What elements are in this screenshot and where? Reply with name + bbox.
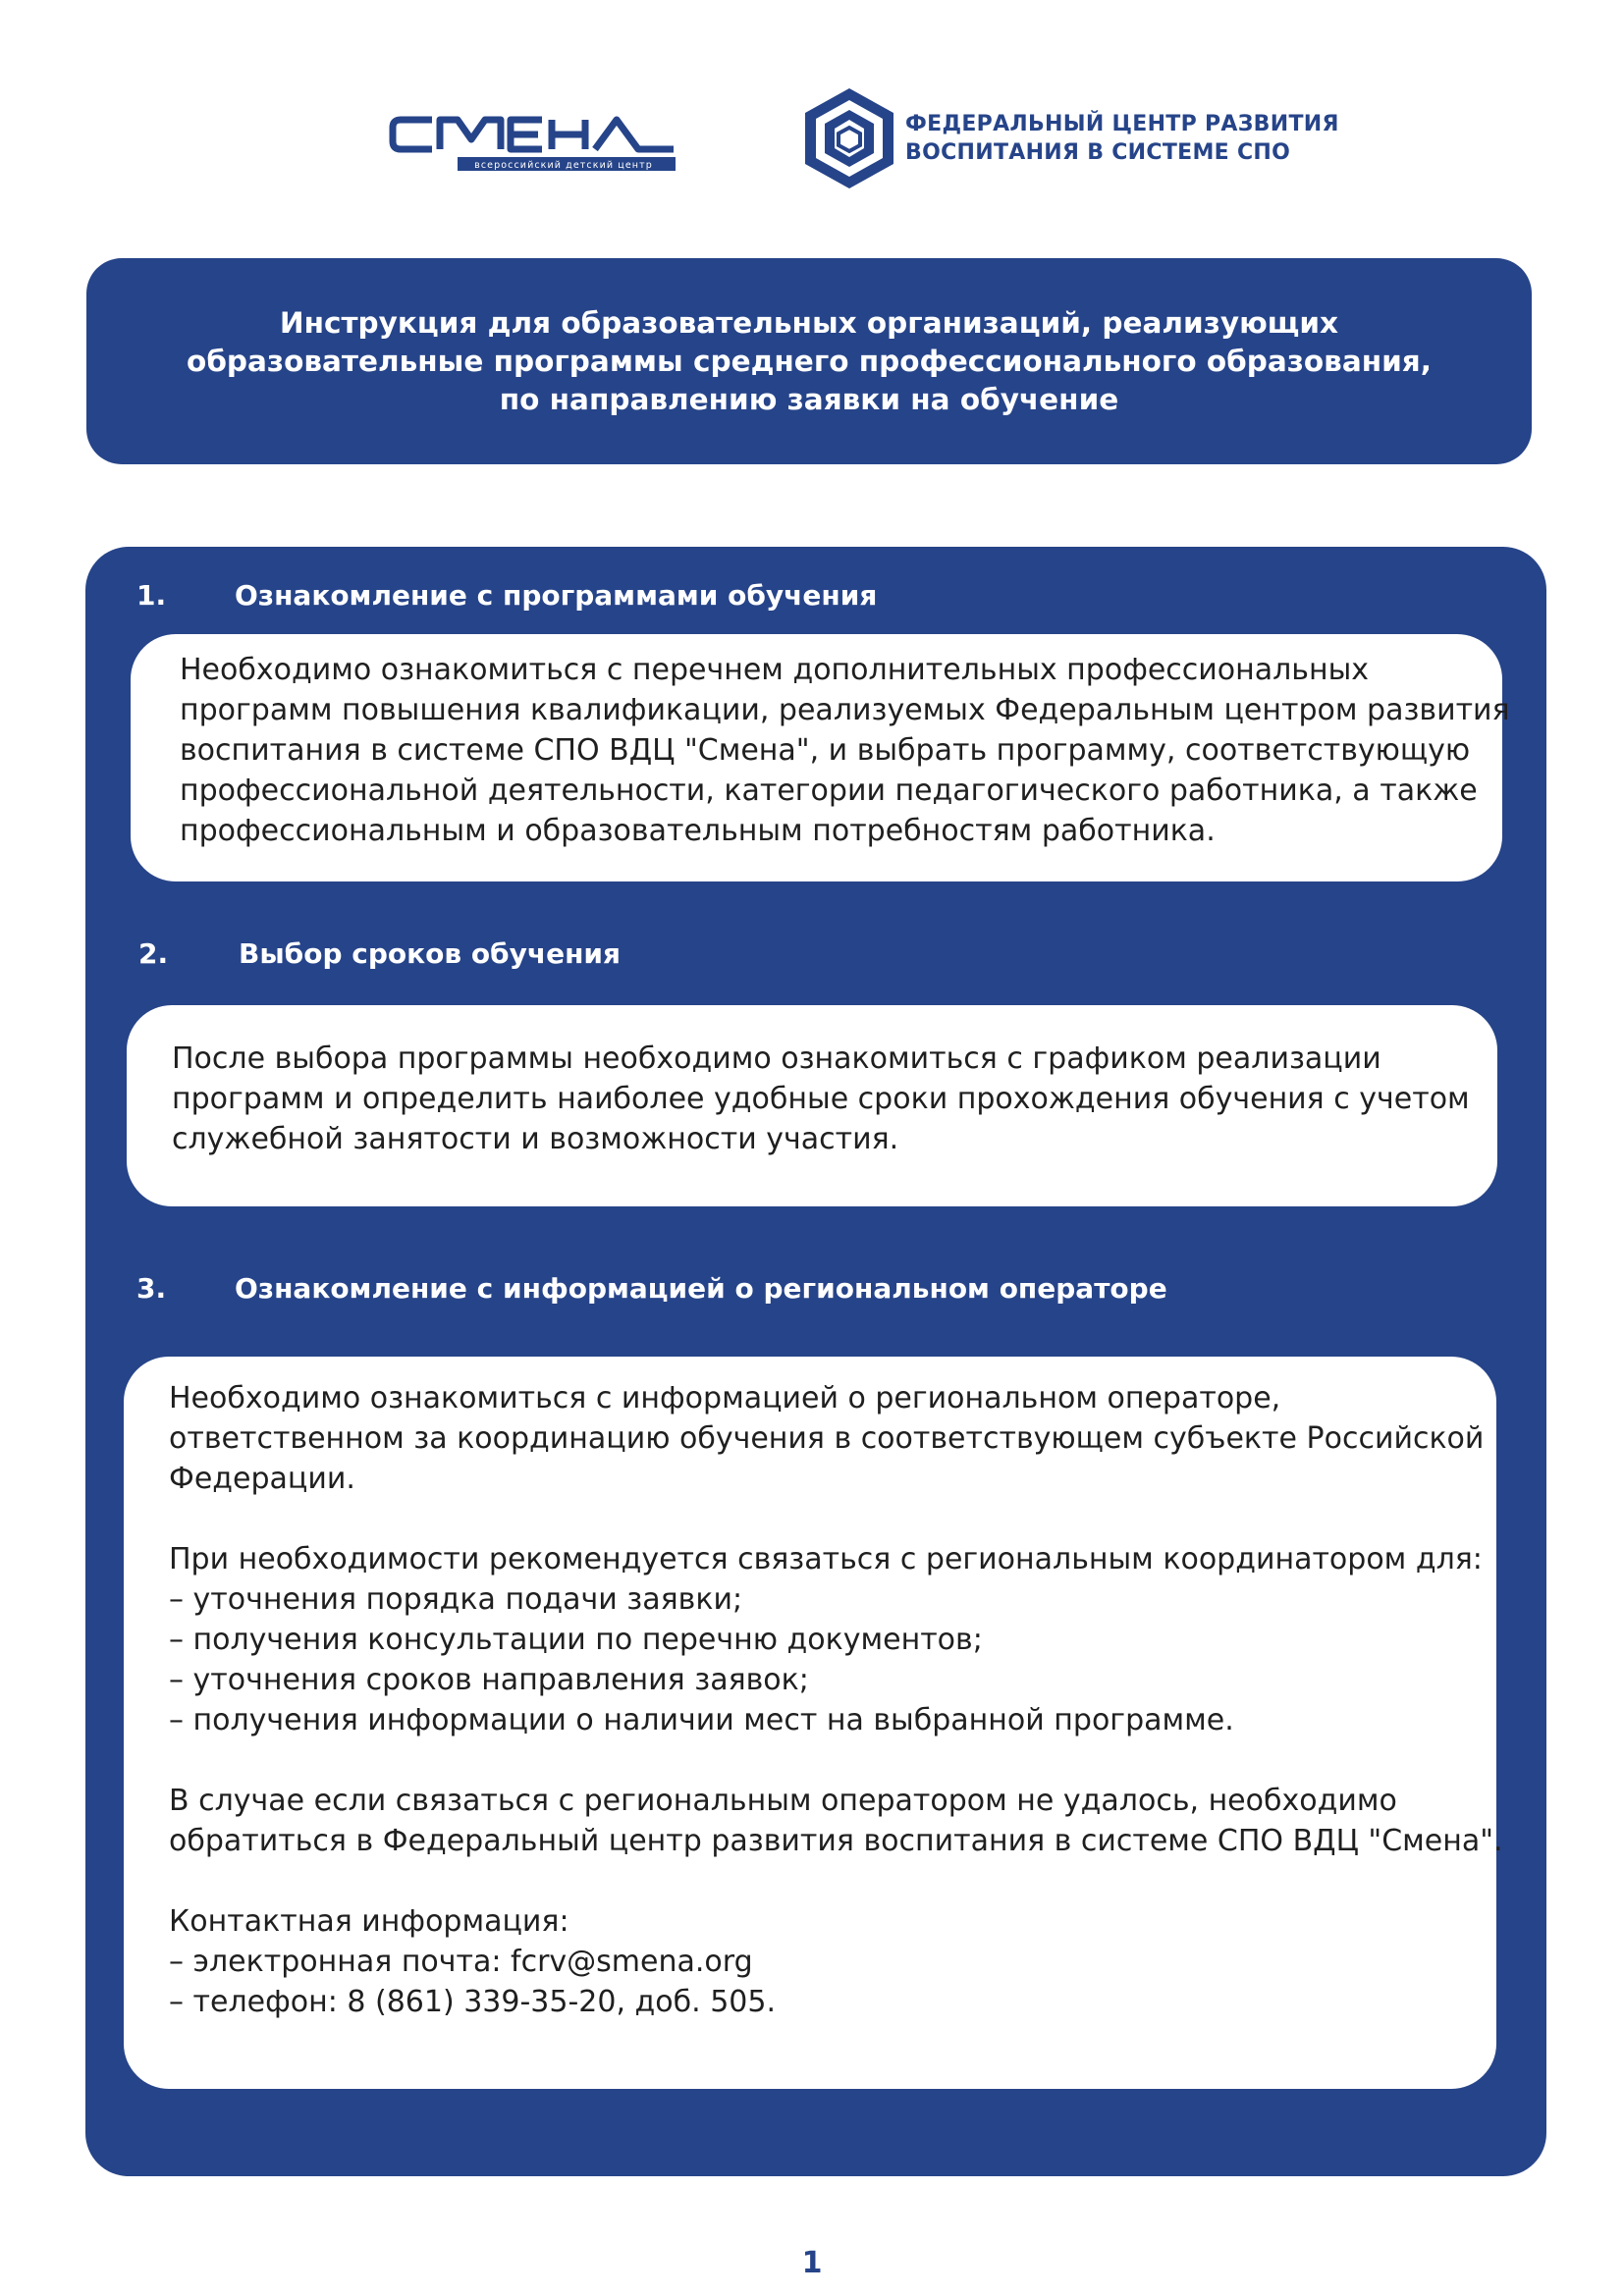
- section-2-heading: [138, 937, 621, 971]
- section-1-heading: [136, 579, 877, 613]
- smena-logo-graphic: [389, 108, 679, 183]
- section-3-line: ответственном за координацию обучения в соответствующем субъекте Российской: [169, 1421, 1485, 1456]
- section-1-body: [180, 650, 1510, 851]
- section-3-line: Контактная информация:: [169, 1904, 569, 1939]
- smena-logo: [389, 108, 679, 183]
- section-1-line: программ повышения квалификации, реализуемых Федеральным центром развития: [180, 693, 1510, 727]
- section-1-card: [131, 634, 1510, 881]
- section-3-number: 3.: [136, 1272, 167, 1305]
- section-3-line: – получения информации о наличии мест на выбранной программе.: [169, 1703, 1234, 1737]
- section-3-heading: [136, 1272, 1167, 1306]
- section-3-line: – уточнения порядка подачи заявки;: [169, 1582, 743, 1617]
- section-3-title: Ознакомление с информацией о региональном операторе: [235, 1272, 1167, 1305]
- section-2-title: Выбор сроков обучения: [239, 937, 622, 970]
- fc-logo-text: [905, 110, 1339, 167]
- section-2-line: служебной занятости и возможности участия.: [172, 1122, 899, 1156]
- smena-logo-subtitle: всероссийский детский центр: [474, 160, 653, 171]
- section-2-line: После выбора программы необходимо ознакомиться с графиком реализации: [172, 1041, 1381, 1076]
- section-1-line: профессиональной деятельности, категории педагогического работника, а также: [180, 774, 1478, 808]
- page-number: 1: [801, 2246, 823, 2280]
- title-line-1: Инструкция для образовательных организаций, реализующих: [279, 305, 1339, 340]
- section-3-line: В случае если связаться с региональным оператором не удалось, необходимо: [169, 1784, 1397, 1818]
- title-banner: [86, 258, 1532, 464]
- section-2-line: программ и определить наиболее удобные сроки прохождения обучения с учетом: [172, 1082, 1470, 1116]
- section-2-card: [127, 1005, 1497, 1206]
- section-3-line: – получения консультации по перечню документов;: [169, 1623, 983, 1657]
- fc-logo-line-1: ФЕДЕРАЛЬНЫЙ ЦЕНТР РАЗВИТИЯ: [905, 112, 1339, 136]
- section-2-body: [172, 1039, 1470, 1159]
- section-3-line: – уточнения сроков направления заявок;: [169, 1663, 809, 1697]
- contact-email[interactable]: – электронная почта: fcrv@smena.org: [169, 1945, 753, 1979]
- section-3-line: Необходимо ознакомиться с информацией о региональном операторе,: [169, 1381, 1281, 1415]
- section-1-line: Необходимо ознакомиться с перечнем дополнительных профессиональных: [180, 653, 1370, 687]
- fc-logo-icon: [795, 84, 903, 192]
- section-3-line: Федерации.: [169, 1462, 355, 1496]
- section-1-line: воспитания в системе СПО ВДЦ "Смена", и выбрать программу, соответствующую: [180, 733, 1471, 768]
- title-line-3: по направлению заявки на обучение: [499, 382, 1119, 416]
- section-1-title: Ознакомление с программами обучения: [235, 579, 878, 612]
- section-3-body: [169, 1378, 1503, 2022]
- section-1-number: 1.: [136, 579, 167, 612]
- section-3-line: обратиться в Федеральный центр развития воспитания в системе СПО ВДЦ "Смена".: [169, 1824, 1503, 1858]
- section-2-number: 2.: [138, 937, 169, 970]
- section-1-line: профессиональным и образовательным потребностям работника.: [180, 814, 1216, 848]
- section-3-card: [124, 1357, 1503, 2089]
- section-3-line: При необходимости рекомендуется связаться с региональным координатором для:: [169, 1542, 1483, 1576]
- fc-logo-line-2: ВОСПИТАНИЯ В СИСТЕМЕ СПО: [905, 140, 1291, 165]
- contact-phone: – телефон: 8 (861) 339-35-20, доб. 505.: [169, 1985, 776, 2019]
- title-line-2: образовательные программы среднего профессионального образования,: [187, 344, 1432, 378]
